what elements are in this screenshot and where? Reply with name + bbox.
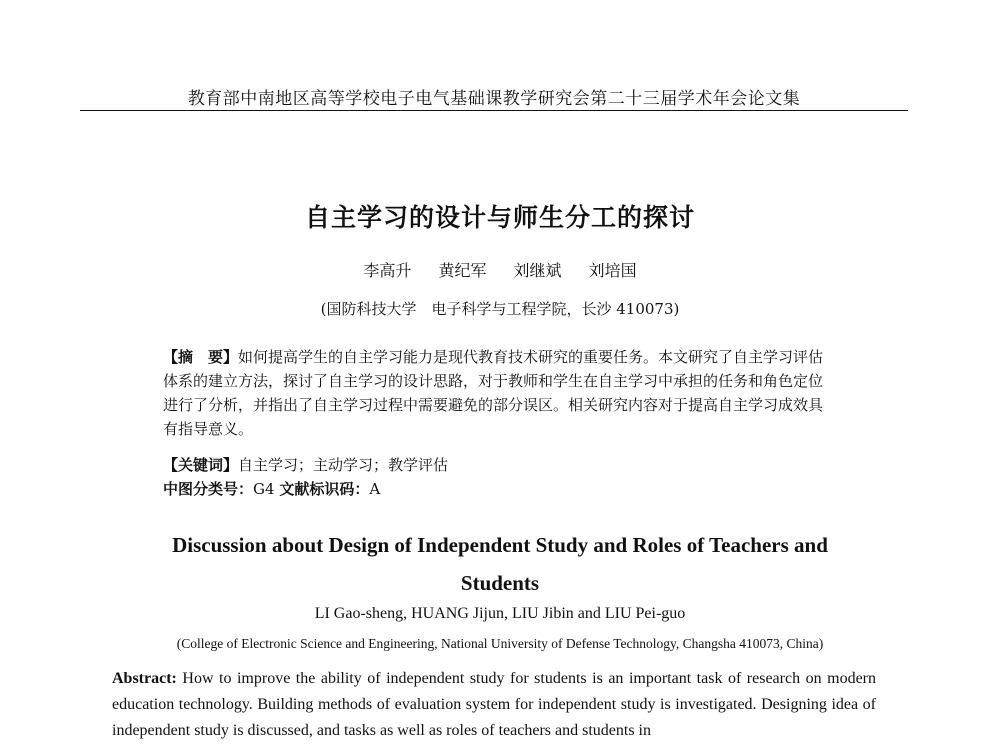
affiliation-en: (College of Electronic Science and Engineering, National University of Defense Technology, Changsha 410073, China) — [176, 636, 824, 651]
header-rule — [80, 110, 908, 111]
doc-code-label: 文献标识码： — [279, 480, 370, 498]
abstract-zh-text: 如何提高学生的自主学习能力是现代教育技术研究的重要任务。本文研究了自主学习评估体系的建立方法，探讨了自主学习的设计思路，对于教师和学生在自主学习中承担的任务和角色定位进行了分析，并指出了自主学习过程中需要避免的部分误区。相关研究内容对于提高自主学习成效具有指导意义。 — [163, 348, 824, 438]
title-zh: 自主学习的设计与师生分工的探讨 — [304, 203, 695, 232]
clc-value: G4 — [253, 480, 275, 498]
affiliation-zh: (国防科技大学 电子科学与工程学院，长沙 410073) — [320, 300, 680, 318]
running-header: 教育部中南地区高等学校电子电气基础课教学研究会第二十三届学术年会论文集 — [187, 89, 801, 109]
meta-zh — [163, 453, 835, 501]
author-zh-2: 黄纪军 — [438, 261, 487, 280]
author-zh-4: 刘培国 — [588, 261, 637, 280]
abstract-en — [112, 666, 876, 744]
clc-label: 中图分类号： — [163, 480, 254, 498]
authors-zh — [0, 258, 1000, 281]
doc-code-value: A — [369, 480, 381, 498]
abstract-zh — [163, 345, 835, 441]
keywords-zh-label: 【关键词】 — [163, 456, 239, 474]
abstract-en-label: Abstract: — [112, 670, 177, 687]
title-en: Discussion about Design of Independent Study and Roles of Teachers and Students — [172, 533, 828, 595]
abstract-zh-label: 【摘 要】 — [163, 348, 239, 366]
keywords-zh — [163, 453, 835, 477]
author-zh-1: 李高升 — [363, 261, 412, 280]
abstract-en-text: How to improve the ability of independent study for students is an important task of research on modern education technology. Building methods of evaluation system for independent study is investigated. Designing idea of independent study is discussed, and tasks as well as roles of teachers and students in — [112, 670, 876, 739]
author-zh-3: 刘继斌 — [513, 261, 562, 280]
keywords-zh-text: 自主学习；主动学习；教学评估 — [238, 456, 449, 474]
classification-line — [163, 477, 835, 501]
authors-en: LI Gao-sheng, HUANG Jijun, LIU Jibin and LIU Pei-guo — [314, 605, 686, 622]
